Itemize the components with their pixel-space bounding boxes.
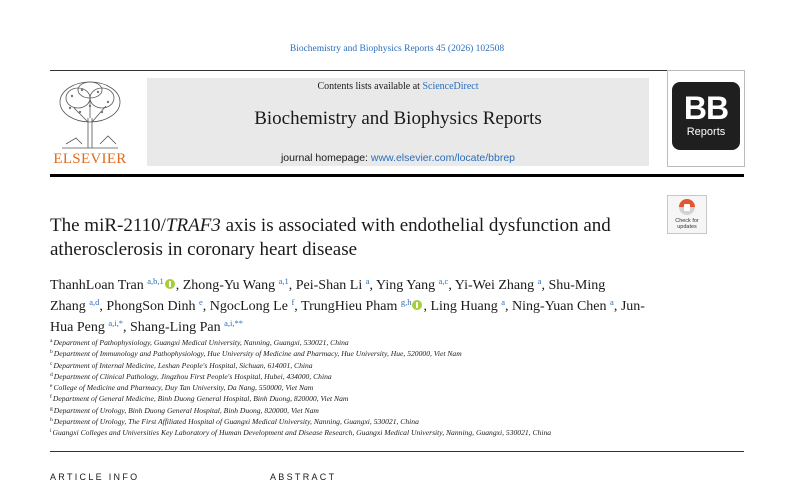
journal-cover-thumbnail[interactable] bbox=[667, 70, 745, 167]
author-affiliation-marker[interactable]: a bbox=[537, 276, 542, 286]
affiliation-letter: f bbox=[50, 394, 52, 401]
affiliation-text: Department of Clinical Pathology, Jingzhou First People's Hospital, Hubei, 434000, China bbox=[53, 371, 332, 381]
title-part1: The miR-2110/ bbox=[50, 215, 166, 236]
author-name[interactable]: Yi-Wei Zhang bbox=[454, 278, 535, 293]
affiliation-letter: i bbox=[50, 428, 52, 435]
author-affiliation-marker[interactable]: g,h bbox=[400, 297, 412, 307]
article-info-heading: ARTICLE INFO bbox=[50, 472, 140, 482]
check-updates-line2: updates bbox=[677, 224, 697, 230]
affiliation-item bbox=[50, 405, 750, 416]
journal-title: Biochemistry and Biophysics Reports bbox=[254, 108, 542, 129]
author-name[interactable]: ThanhLoan Tran bbox=[50, 278, 144, 293]
affiliation-text: Guangxi Colleges and Universities Key Laboratory of Human Development and Disease Research, Guangxi Medical University, Nanning, Guangxi, 530021, China bbox=[52, 428, 552, 438]
article-title bbox=[50, 214, 650, 262]
contents-prefix: Contents lists available at bbox=[317, 81, 423, 92]
affiliation-letter: b bbox=[50, 349, 53, 356]
cover-logo-sub: Reports bbox=[686, 126, 726, 138]
affiliation-item bbox=[50, 371, 750, 382]
author[interactable] bbox=[296, 278, 370, 293]
author[interactable] bbox=[455, 278, 542, 293]
check-updates-line1: Check for bbox=[675, 218, 699, 224]
affiliation-text: Department of Urology, The First Affiliated Hospital of Guangxi Medical University, Nanning, Guangxi, 530021, China bbox=[53, 417, 419, 427]
author[interactable] bbox=[301, 299, 423, 314]
check-updates-text bbox=[668, 218, 706, 230]
elsevier-tree-icon bbox=[52, 78, 128, 150]
author-affiliation-marker[interactable]: a,d bbox=[89, 297, 100, 307]
affiliation-text: Department of General Medicine, Binh Duong General Hospital, Binh Duong, 820000, Viet Nam bbox=[52, 394, 349, 404]
affiliation-item bbox=[50, 337, 750, 348]
affiliation-item bbox=[50, 382, 750, 393]
author[interactable] bbox=[512, 299, 614, 314]
author[interactable] bbox=[376, 278, 448, 293]
journal-homepage-line bbox=[147, 152, 649, 164]
author[interactable] bbox=[106, 299, 202, 314]
abstract-heading: ABSTRACT bbox=[270, 472, 337, 482]
author[interactable] bbox=[210, 299, 295, 314]
contents-line bbox=[147, 81, 649, 92]
author-name[interactable]: Ying Yang bbox=[376, 278, 436, 293]
author-name[interactable]: Jun-Hua Peng bbox=[50, 299, 645, 335]
affiliation-letter: g bbox=[50, 405, 53, 412]
affiliation-letter: a bbox=[50, 338, 53, 344]
author-name[interactable]: Zhong-Yu Wang bbox=[182, 278, 276, 293]
affiliation-text: Department of Internal Medicine, Leshan People's Hospital, Sichuan, 614001, China bbox=[53, 360, 313, 370]
author-name[interactable]: Ning-Yuan Chen bbox=[512, 299, 607, 314]
affiliation-text: Department of Pathophysiology, Guangxi Medical University, Nanning, Guangxi, 530021, China bbox=[53, 338, 349, 347]
orcid-icon[interactable] bbox=[165, 279, 175, 289]
affiliation-text: College of Medicine and Pharmacy, Duy Tan University, Da Nang, 550000, Viet Nam bbox=[53, 383, 314, 393]
affiliation-item bbox=[50, 393, 750, 404]
author-name[interactable]: PhongSon Dinh bbox=[106, 299, 196, 314]
author-name[interactable]: Pei-Shan Li bbox=[295, 278, 363, 293]
author-name[interactable]: TrungHieu Pham bbox=[301, 299, 398, 314]
author[interactable] bbox=[183, 278, 289, 293]
author-name[interactable]: NgocLong Le bbox=[209, 299, 288, 314]
author-affiliation-marker[interactable]: f bbox=[291, 297, 295, 307]
orcid-icon[interactable] bbox=[412, 300, 422, 310]
author-name[interactable]: Shu-Ming Zhang bbox=[50, 278, 606, 314]
title-part2: axis is associated with endothelial dysfunction and atherosclerosis in coronary heart disease bbox=[50, 215, 611, 260]
header-divider bbox=[50, 70, 744, 71]
affiliation-item bbox=[50, 427, 750, 438]
section-divider bbox=[50, 451, 744, 452]
author-affiliation-marker[interactable]: a,b,1 bbox=[147, 276, 164, 286]
author[interactable] bbox=[50, 278, 176, 293]
journal-banner bbox=[147, 78, 649, 166]
author-affiliation-marker[interactable]: a bbox=[610, 297, 614, 307]
author-list: ThanhLoan Tran $^{a,b,1}$ , Zhong-Yu Wang $^{a,1}$, Pei-Shan Li $^a$, Ying Yang $^{a,c}$, Yi-Wei Zhang $^a$, Shu-Ming Zhang $^{a,d}$, PhongSon Dinh $^e$, NgocLong Le $^f$, TrungHieu Pham $^{g,h}$ , Ling Huang $^a$, Ning-Yuan Chen $^a$, Jun-Hua Peng $^{a,i,*}$, Shang-Ling Pan $^{a,i,**}$ bbox=[50, 276, 645, 335]
cover-logo bbox=[672, 82, 740, 150]
journal-reference-link[interactable]: Biochemistry and Biophysics Reports 45 (2026) 102508 bbox=[289, 44, 505, 54]
affiliation-item bbox=[50, 348, 750, 359]
elsevier-logo[interactable] bbox=[50, 78, 130, 170]
affiliation-text: Department of Immunology and Pathophysiology, Hue University of Medicine and Pharmacy, Hue University, Hue, 520000, Viet Nam bbox=[53, 349, 462, 359]
affiliation-text: Department of Urology, Binh Duong General Hospital, Binh Duong, 820000, Viet Nam bbox=[53, 405, 319, 415]
author-affiliation-marker[interactable]: a,c bbox=[438, 276, 449, 286]
author-affiliation-marker[interactable]: a,i,** bbox=[224, 318, 243, 328]
affiliation-letter: h bbox=[50, 417, 53, 424]
title-gene-name: TRAF3 bbox=[165, 215, 221, 236]
affiliation-letter: c bbox=[50, 360, 53, 367]
homepage-prefix: journal homepage: bbox=[280, 152, 371, 164]
author-affiliation-marker[interactable]: a,1 bbox=[278, 276, 289, 286]
affiliation-item bbox=[50, 416, 750, 427]
author-affiliation-marker[interactable]: e bbox=[199, 297, 203, 307]
affiliation-item bbox=[50, 360, 750, 371]
author-name[interactable]: Ling Huang bbox=[430, 299, 498, 314]
check-for-updates-badge[interactable] bbox=[667, 195, 707, 234]
author-name[interactable]: Shang-Ling Pan bbox=[129, 320, 221, 335]
author[interactable] bbox=[130, 320, 243, 335]
sciencedirect-link[interactable]: ScienceDirect bbox=[422, 81, 479, 92]
author-affiliation-marker[interactable]: a,i,* bbox=[108, 318, 123, 328]
affiliation-letter: d bbox=[50, 371, 53, 378]
check-updates-icon bbox=[668, 196, 706, 218]
author-affiliation-marker[interactable]: a bbox=[365, 276, 370, 286]
header-thick-divider bbox=[50, 174, 744, 177]
journal-homepage-link[interactable]: www.elsevier.com/locate/bbrep bbox=[370, 152, 516, 164]
affiliation-list bbox=[50, 337, 750, 439]
cover-logo-main: BB bbox=[683, 90, 729, 126]
author[interactable] bbox=[430, 299, 505, 314]
affiliation-letter: e bbox=[50, 383, 53, 390]
publisher-name: ELSEVIER bbox=[53, 151, 127, 167]
author-affiliation-marker[interactable]: a bbox=[501, 297, 506, 307]
